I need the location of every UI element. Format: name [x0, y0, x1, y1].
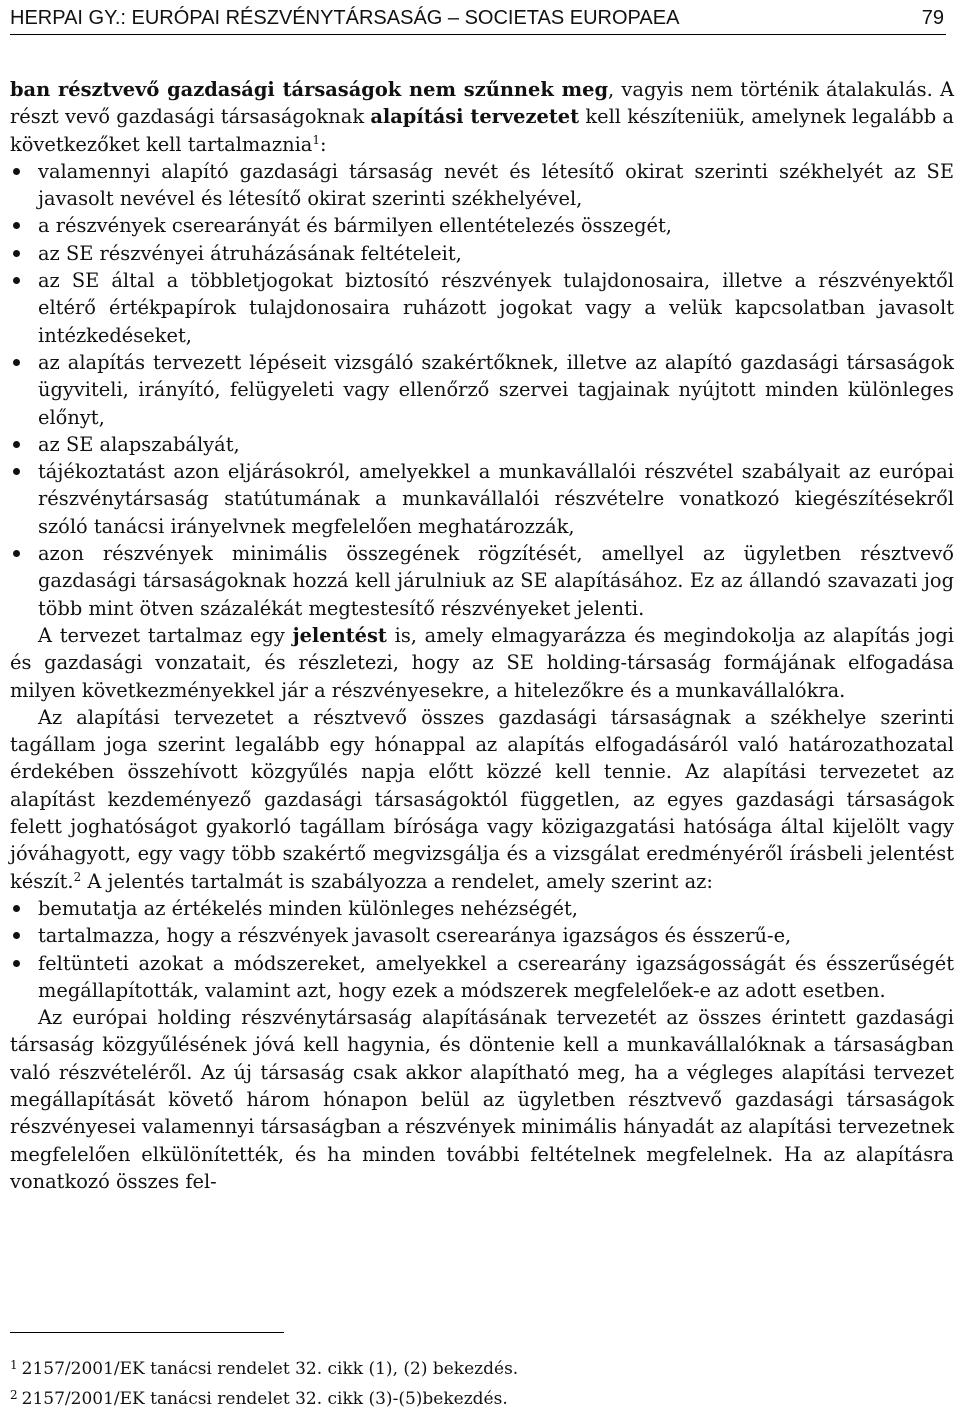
intro-paragraph [10, 76, 954, 158]
approval-paragraph: Az európai holding részvénytársaság alapításának tervezetét az összes érintett gazdasági társaság közgyűlésének jóvá kell hagynia, és döntenie kell a munkavállalóknak a társaságban való részvételéről. Az új társaság csak akkor alapítható meg, ha a végleges alapítási tervezet megállapítását követő három hónapon belül az ügyletben résztvevő gazdasági társaságok részvényesei valamennyi társaságban a részvények minimális hányadát az alapítási tervezetnek megfelelően elkülönítették, és ha minden további feltételnek megfelelnek. Ha az alapításra vonatkozó összes fel- [10, 1006, 954, 1193]
footnote-number: 2 [10, 1388, 18, 1402]
footnote-text: 2157/2001/EK tanácsi rendelet 32. cikk (3)-(5)bekezdés. [21, 1389, 508, 1409]
footnote [10, 1382, 518, 1412]
footnote-divider [10, 1332, 284, 1333]
list-item: azon részvények minimális összegének rögzítését, amellyel az ügyletben résztvevő gazdasági társaságoknak hozzá kell járulniuk az SE alapításához. Ez az állandó szavazati jog több mint ötven százalékát megtestesítő részvényeket jelenti. [10, 540, 954, 622]
list-item: az SE részvényei átruházásának feltételeit, [10, 240, 954, 267]
list-item: az alapítás tervezett lépéseit vizsgáló szakértőknek, illetve az alapító gazdasági társaságok ügyviteli, irányító, felügyeleti vagy ellenőrző szervei tagjainak nyújtott minden különleges előnyt, [10, 349, 954, 431]
page-header [10, 4, 946, 35]
expert-report-list [10, 895, 954, 1004]
para2-text-2: is, amely elmagyarázza és megindokolja az alapítás jogi és gazdasági vonzatait, és részletezi, hogy az SE holding-társaság formájának elfogadása milyen következményekkel jár a részvényesekre, a hitelezőkre és a munkavállalókra. [10, 623, 954, 702]
list-item: valamennyi alapító gazdasági társaság nevét és létesítő okirat szerinti székhelyét az SE javasolt nevével és létesítő okirat szerinti székhelyével, [10, 158, 954, 213]
list-item: feltünteti azokat a módszereket, amelyekkel a cserearány igazságosságát és ésszerűségét megállapították, valamint azt, hogy ezek a módszerek megfelelőek-e az adott esetben. [10, 950, 954, 1005]
intro-text-3: : [319, 132, 327, 156]
footnote-text: 2157/2001/EK tanácsi rendelet 32. cikk (1), (2) bekezdés. [21, 1359, 519, 1379]
publication-paragraph [10, 704, 954, 895]
para2-text-1: A tervezet tartalmaz egy [38, 623, 293, 647]
report-paragraph [10, 622, 954, 704]
running-title: HERPAI GY.: EURÓPAI RÉSZVÉNYTÁRSASÁG – SOCIETAS EUROPAEA [10, 7, 680, 29]
list-item: a részvények cserearányát és bármilyen ellentételezés összegét, [10, 212, 954, 239]
footnote-ref-2: 2 [73, 869, 82, 884]
page-number: 79 [921, 7, 944, 29]
list-item: tájékoztatást azon eljárásokról, amelyekkel a munkavállalói részvétel szabályait az európai részvénytársaság statútumának a munkavállalói részvételre vonatkozó kiegészítésekről szóló tanácsi irányelvnek megfelelően meghatározzák, [10, 458, 954, 540]
list-item: az SE alapszabályát, [10, 431, 954, 458]
para3-text-1: Az alapítási tervezetet a résztvevő összes gazdasági társaságnak a székhelye szerinti tagállam joga szerint legalább egy hónappal az alapítás elfogadásáról való határozathozatal érdekében összehívott közgyűlés napja előtt közzé kell tennie. Az alapítási tervezetet az alapítást kezdeményező gazdasági társaságoktól független, az egyes gazdasági társaságok felett joghatóságot gyakorló tagállam bírósága vagy közigazgatási hatósága által kijelölt vagy jóváhagyott, egy vagy több szakértő megvizsgálja és a vizsgálat eredményéről írásbeli jelentést készít. [10, 705, 954, 893]
footnote-ref-1: 1 [312, 132, 320, 147]
footnote-number: 1 [10, 1358, 18, 1372]
intro-text-1: , vagyis nem történik átalakulás. A részt vevő gazdasági társaságoknak [10, 78, 954, 129]
para3-text-2: A jelentés tartalmát is szabályozza a rendelet, amely szerint az: [81, 869, 713, 893]
para2-bold: jelentést [292, 623, 387, 647]
intro-text-2: kell készíteniük, amelynek legalább a következőket kell tartalmaznia [10, 105, 954, 156]
list-item: az SE által a többletjogokat biztosító részvények tulajdonosaira, illetve a részvényektől eltérő értékpapírok tulajdonosaira ruházott jogokat vagy a velük kapcsolatban javasolt intézkedéseket, [10, 267, 954, 349]
intro-bold-1: ban résztvevő gazdasági társaságok nem szűnnek meg [10, 78, 609, 101]
intro-bold-2: alapítási tervezetet [370, 105, 580, 129]
body-text [10, 76, 954, 1195]
footnote [10, 1352, 518, 1382]
plan-contents-list [10, 158, 954, 622]
list-item: tartalmazza, hogy a részvények javasolt cserearánya igazságos és ésszerű-e, [10, 922, 954, 949]
footnotes [10, 1352, 518, 1412]
list-item: bemutatja az értékelés minden különleges nehézségét, [10, 895, 954, 922]
